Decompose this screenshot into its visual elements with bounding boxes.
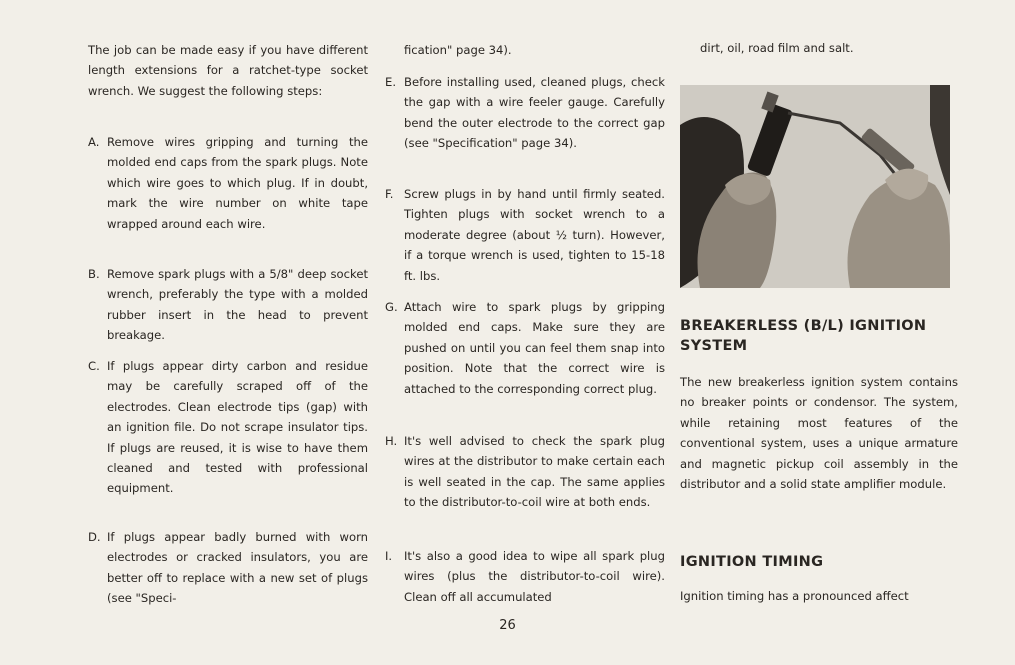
timing-paragraph: Ignition timing has a pronounced affect xyxy=(680,589,909,603)
step-text: It's also a good idea to wipe all spark plug wires (plus the distributor-to-coil wire). Clean off all accumulated xyxy=(404,549,665,604)
section-heading-breakerless xyxy=(680,316,960,356)
step-text: Remove wires gripping and turning the molded end caps from the spark plugs. Note which wire goes to which plug. If in doubt, mark the wire number on white tape wrapped around each wire. xyxy=(107,135,368,231)
step-d xyxy=(88,527,368,609)
spark-plug-gauge-photo xyxy=(680,85,950,288)
photo-illustration xyxy=(680,85,950,288)
step-text: If plugs appear dirty carbon and residue may be carefully scraped off of the electrodes. Clean electrode tips (gap) with an ignition file. Do not scrape insulator tips. If plugs are reused, it is wise to have them cleaned and tested with professional equipment. xyxy=(107,359,368,496)
step-a xyxy=(88,132,368,234)
step-f xyxy=(385,184,665,286)
step-i xyxy=(385,546,665,607)
step-letter: D. xyxy=(88,530,101,544)
step-text: Screw plugs in by hand until firmly seated. Tighten plugs with socket wrench to a moderate degree (about ½ turn). However, if a torque wrench is used, tighten to 15-18 ft. lbs. xyxy=(404,187,665,283)
step-text: Remove spark plugs with a 5/8" deep socket wrench, preferably the type with a molded rubber insert in the head to prevent breakage. xyxy=(107,267,368,343)
step-text: Attach wire to spark plugs by gripping molded end caps. Make sure they are pushed on until you can feel them snap into position. Note that the correct wire is attached to the corresponding correct plug. xyxy=(404,300,665,396)
intro-paragraph: The job can be made easy if you have different length extensions for a ratchet-type socket wrench. We suggest the following steps: xyxy=(88,43,368,98)
step-letter: A. xyxy=(88,135,100,149)
step-letter: H. xyxy=(385,434,398,448)
step-g xyxy=(385,297,665,399)
step-letter: I. xyxy=(385,549,393,563)
step-b xyxy=(88,264,368,346)
step-c xyxy=(88,356,368,499)
step-letter: G. xyxy=(385,300,398,314)
step-letter: F. xyxy=(385,187,394,201)
continued-text: dirt, oil, road film and salt. xyxy=(700,41,854,55)
step-text: If plugs appear badly burned with worn electrodes or cracked insulators, you are better off to replace with a new set of plugs (see "Speci- xyxy=(107,530,368,606)
step-text: Before installing used, cleaned plugs, check the gap with a wire feeler gauge. Carefully bend the outer electrode to the correct gap (see "Specification" page 34). xyxy=(404,75,665,151)
step-text: It's well advised to check the spark plug wires at the distributor to make certain each is well seated in the cap. The same applies to the distributor-to-coil wire at both ends. xyxy=(404,434,665,510)
page-number: 26 xyxy=(499,618,516,633)
heading-line: SYSTEM xyxy=(680,338,748,354)
heading-line: BREAKERLESS (B/L) IGNITION xyxy=(680,318,927,334)
step-letter: B. xyxy=(88,267,100,281)
continued-text: fication" page 34). xyxy=(404,43,512,57)
step-h xyxy=(385,431,665,513)
step-e xyxy=(385,72,665,154)
section-heading-timing: IGNITION TIMING xyxy=(680,554,824,570)
breakerless-paragraph: The new breakerless ignition system contains no breaker points or condensor. The system, while retaining most features of the conventional system, uses a unique armature and magnetic pickup coil assembly in the distributor and a solid state amplifier module. xyxy=(680,375,958,492)
step-letter: C. xyxy=(88,359,100,373)
step-letter: E. xyxy=(385,75,397,89)
